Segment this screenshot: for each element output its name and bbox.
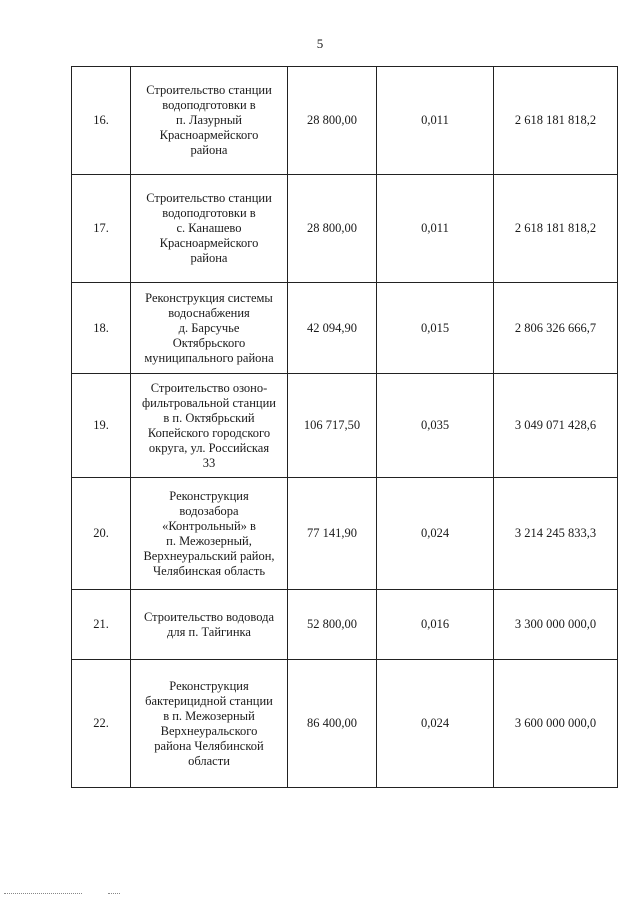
cost-cell: 77 141,90: [288, 478, 377, 590]
cost-cell: 42 094,90: [288, 283, 377, 374]
project-name-cell: Реконструкция системы водоснабжения д. Барсучье Октябрьского муниципального района: [131, 283, 288, 374]
project-name-cell: Строительство озоно- фильтровальной станции в п. Октябрьский Копейского городского округа, ул. Российская 33: [131, 374, 288, 478]
share-cell: 0,024: [377, 478, 494, 590]
row-number-cell: 19.: [72, 374, 131, 478]
share-cell: 0,035: [377, 374, 494, 478]
share-cell: 0,015: [377, 283, 494, 374]
cost-cell: 106 717,50: [288, 374, 377, 478]
table-row: [72, 283, 618, 374]
total-cell: 2 618 181 818,2: [494, 67, 618, 175]
row-number-cell: 22.: [72, 660, 131, 788]
row-number-cell: 20.: [72, 478, 131, 590]
cost-cell: 28 800,00: [288, 67, 377, 175]
project-name-cell: Строительство водовода для п. Тайгинка: [131, 590, 288, 660]
row-number-cell: 16.: [72, 67, 131, 175]
table-row: [72, 478, 618, 590]
project-name-cell: Реконструкция водозабора «Контрольный» в п. Межозерный, Верхнеуральский район, Челябинская область: [131, 478, 288, 590]
project-name-cell: Реконструкция бактерицидной станции в п. Межозерный Верхнеуральского района Челябинской области: [131, 660, 288, 788]
cost-cell: 86 400,00: [288, 660, 377, 788]
row-number-cell: 17.: [72, 175, 131, 283]
cost-cell: 52 800,00: [288, 590, 377, 660]
row-number-cell: 21.: [72, 590, 131, 660]
total-cell: 3 049 071 428,6: [494, 374, 618, 478]
total-cell: 2 618 181 818,2: [494, 175, 618, 283]
total-cell: 3 300 000 000,0: [494, 590, 618, 660]
row-number-cell: 18.: [72, 283, 131, 374]
total-cell: 2 806 326 666,7: [494, 283, 618, 374]
table-row: [72, 374, 618, 478]
project-name-cell: Строительство станции водоподготовки в п. Лазурный Красноармейского района: [131, 67, 288, 175]
project-name-cell: Строительство станции водоподготовки в с. Канашево Красноармейского района: [131, 175, 288, 283]
share-cell: 0,024: [377, 660, 494, 788]
total-cell: 3 214 245 833,3: [494, 478, 618, 590]
share-cell: 0,016: [377, 590, 494, 660]
share-cell: 0,011: [377, 67, 494, 175]
table-row: [72, 660, 618, 788]
share-cell: 0,011: [377, 175, 494, 283]
total-cell: 3 600 000 000,0: [494, 660, 618, 788]
cost-cell: 28 800,00: [288, 175, 377, 283]
table-row: [72, 590, 618, 660]
table-row: [72, 175, 618, 283]
scan-artifact-line: [108, 893, 120, 894]
table-row: [72, 67, 618, 175]
page-number: 5: [316, 36, 324, 51]
scan-artifact-line: [4, 893, 82, 894]
projects-table: [71, 66, 618, 788]
